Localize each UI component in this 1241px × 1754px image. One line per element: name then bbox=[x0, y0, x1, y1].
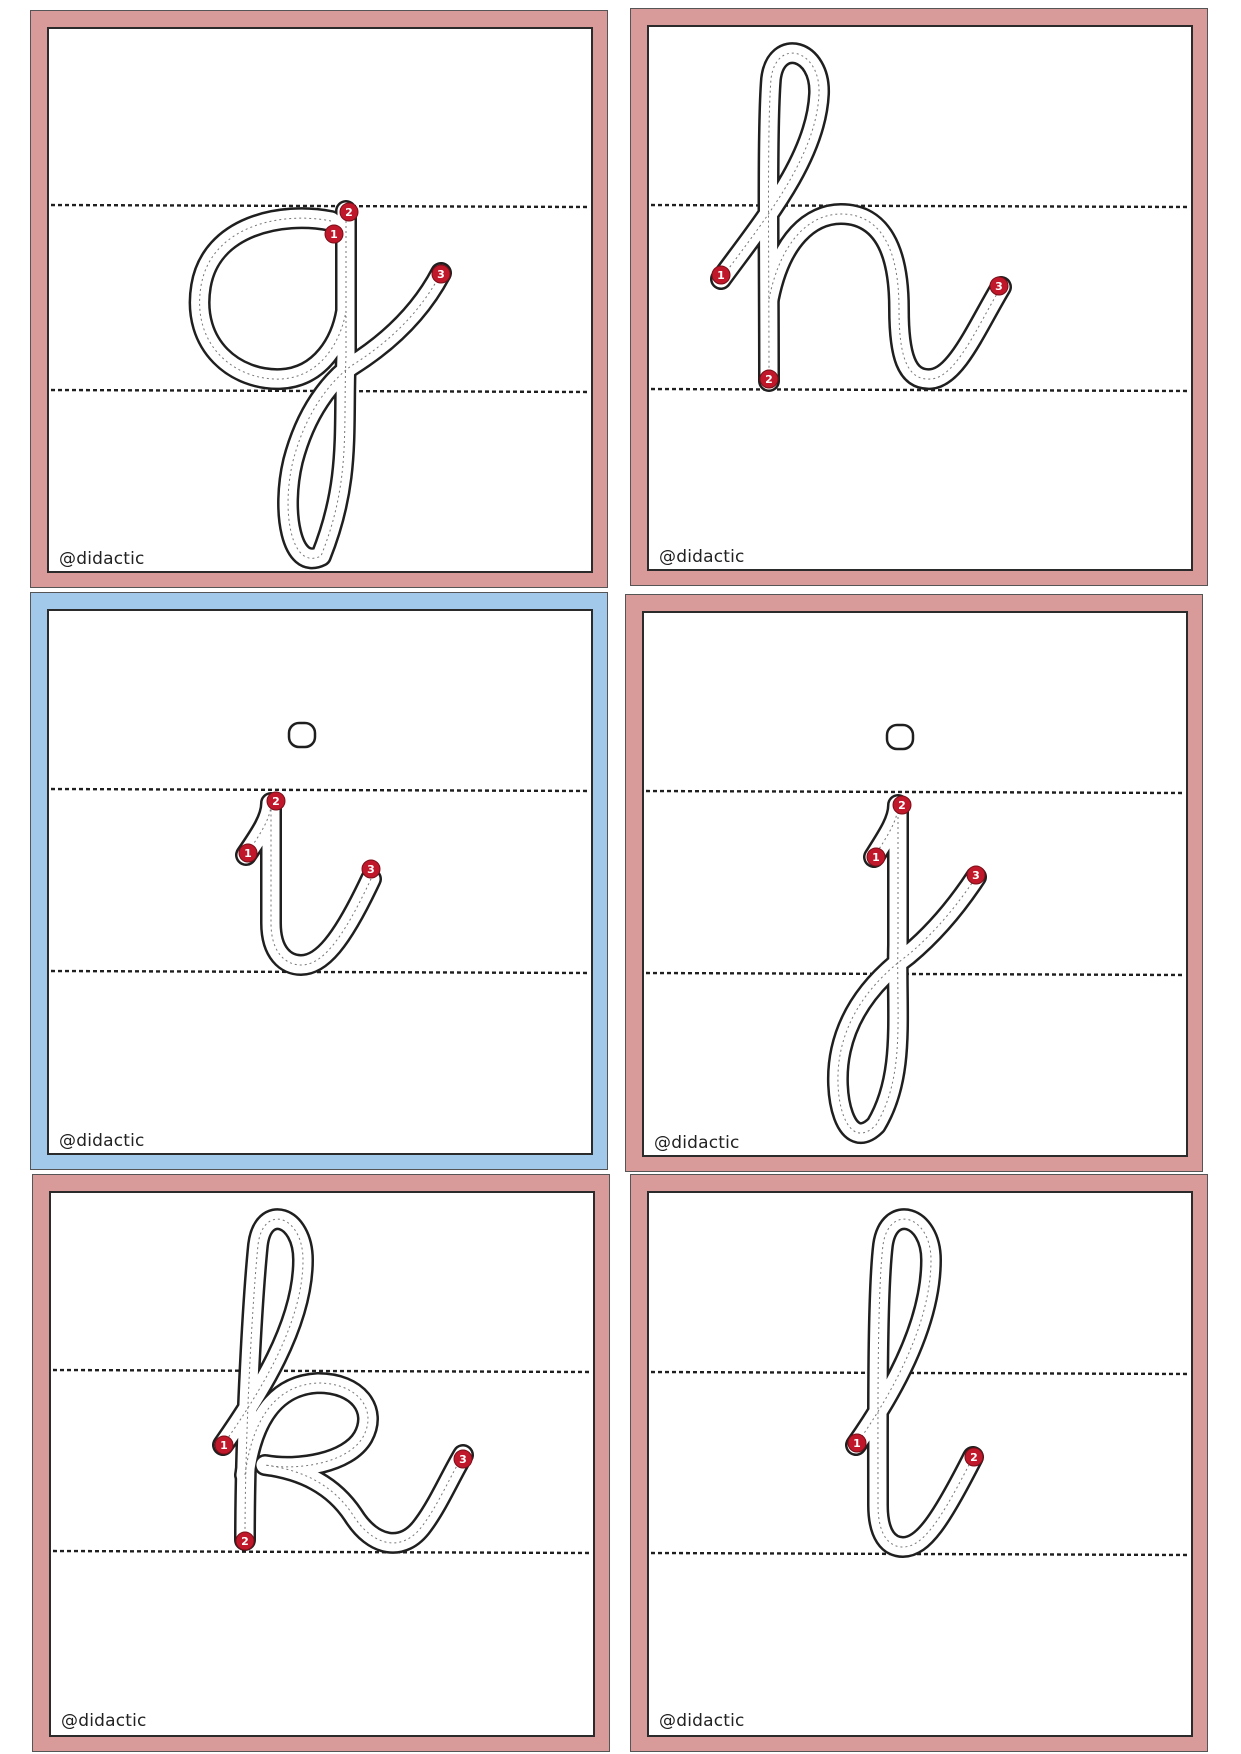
letter-card-g bbox=[30, 10, 608, 588]
svg-text:2: 2 bbox=[272, 795, 280, 808]
letter-dot bbox=[289, 723, 315, 747]
stroke-marker-2 bbox=[893, 796, 911, 814]
letter-card-k bbox=[32, 1174, 610, 1752]
letter-card-j bbox=[625, 594, 1203, 1172]
stroke-marker-3 bbox=[454, 1450, 472, 1468]
tracing-letter-h bbox=[631, 9, 1209, 587]
credit-text: @didactic bbox=[59, 1131, 145, 1151]
svg-text:2: 2 bbox=[241, 1535, 249, 1548]
svg-text:3: 3 bbox=[972, 869, 980, 882]
credit-text: @didactic bbox=[654, 1133, 740, 1153]
stroke-marker-3 bbox=[990, 277, 1008, 295]
letter-dot bbox=[887, 725, 913, 749]
letter-card-h bbox=[630, 8, 1208, 586]
svg-text:3: 3 bbox=[459, 1453, 467, 1466]
stroke-marker-1 bbox=[325, 225, 343, 243]
tracing-letter-g bbox=[31, 11, 609, 589]
svg-text:1: 1 bbox=[853, 1437, 861, 1450]
credit-text: @didactic bbox=[659, 547, 745, 567]
stroke-marker-2 bbox=[965, 1448, 983, 1466]
svg-text:1: 1 bbox=[220, 1439, 228, 1452]
svg-text:2: 2 bbox=[765, 373, 773, 386]
svg-text:1: 1 bbox=[872, 851, 880, 864]
stroke-marker-2 bbox=[340, 203, 358, 221]
stroke-marker-2 bbox=[760, 370, 778, 388]
tracing-letter-k bbox=[33, 1175, 611, 1753]
letter-card-i bbox=[30, 592, 608, 1170]
svg-text:2: 2 bbox=[898, 799, 906, 812]
tracing-letter-i bbox=[31, 593, 609, 1171]
stroke-marker-1 bbox=[867, 848, 885, 866]
stroke-marker-3 bbox=[432, 265, 450, 283]
tracing-letter-j bbox=[626, 595, 1204, 1173]
stroke-marker-1 bbox=[712, 266, 730, 284]
credit-text: @didactic bbox=[59, 549, 145, 569]
stroke-marker-3 bbox=[967, 866, 985, 884]
credit-text: @didactic bbox=[659, 1711, 745, 1731]
svg-text:2: 2 bbox=[345, 206, 353, 219]
svg-text:3: 3 bbox=[367, 863, 375, 876]
svg-text:1: 1 bbox=[244, 847, 252, 860]
stroke-marker-2 bbox=[236, 1532, 254, 1550]
stroke-marker-1 bbox=[848, 1434, 866, 1452]
stroke-marker-1 bbox=[215, 1436, 233, 1454]
svg-text:2: 2 bbox=[970, 1451, 978, 1464]
tracing-letter-l bbox=[631, 1175, 1209, 1753]
svg-text:1: 1 bbox=[717, 269, 725, 282]
svg-text:3: 3 bbox=[437, 268, 445, 281]
svg-text:1: 1 bbox=[330, 228, 338, 241]
credit-text: @didactic bbox=[61, 1711, 147, 1731]
letter-card-l bbox=[630, 1174, 1208, 1752]
stroke-marker-1 bbox=[239, 844, 257, 862]
stroke-marker-3 bbox=[362, 860, 380, 878]
stroke-marker-2 bbox=[267, 792, 285, 810]
svg-text:3: 3 bbox=[995, 280, 1003, 293]
